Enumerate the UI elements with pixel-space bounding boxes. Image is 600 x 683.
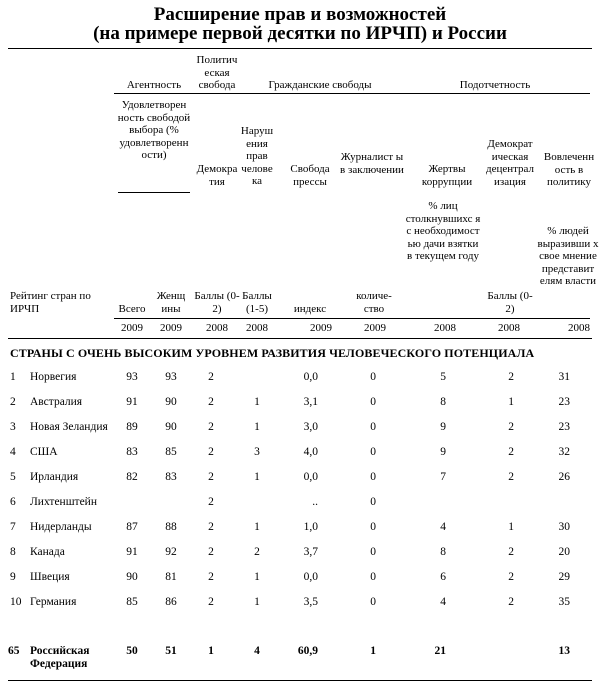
table-row [0, 546, 600, 560]
engagement-cell: 35 [558, 596, 570, 608]
country-cell: Лихтенштейн [30, 496, 97, 508]
democracy-cell: 2 [208, 371, 214, 383]
country-cell-line1: Российская [30, 645, 90, 657]
country-cell-line2: Федерация [30, 658, 88, 670]
year-cell: 2008 [434, 322, 456, 334]
col-index-label: индекс [293, 303, 327, 315]
decentralization-cell: 1 [508, 521, 514, 533]
decentralization-cell: 2 [508, 596, 514, 608]
total-cell: 93 [126, 371, 138, 383]
total-cell: 83 [126, 446, 138, 458]
corruption-cell: 6 [440, 571, 446, 583]
header-bottom-rule [8, 338, 592, 339]
decentralization-cell: 2 [508, 471, 514, 483]
democracy-cell: 2 [208, 496, 214, 508]
engagement-cell: 13 [558, 645, 570, 657]
col-press-freedom: Свобода прессы [290, 163, 330, 188]
total-cell: 91 [126, 396, 138, 408]
col-journalists-jailed: Журналист ы в заключении [340, 151, 404, 176]
group-political-freedom: Политич еская свобода [196, 54, 238, 91]
table-row [0, 396, 600, 410]
col-corruption-victims: Жертвы коррупции [421, 163, 473, 188]
press-cell: .. [312, 496, 318, 508]
col-political-engagement: Вовлеченн ость в политику [543, 151, 595, 188]
press-cell: 3,1 [303, 396, 318, 408]
hr-cell: 1 [254, 421, 260, 433]
women-cell: 90 [165, 396, 177, 408]
country-cell: Норвегия [30, 371, 77, 383]
corruption-cell: 9 [440, 421, 446, 433]
women-cell: 90 [165, 421, 177, 433]
country-cell: Швеция [30, 571, 70, 583]
country-cell: США [30, 446, 58, 458]
democracy-cell: 2 [208, 421, 214, 433]
col-women-label: Женщ ины [156, 290, 186, 315]
engagement-cell: 26 [558, 471, 570, 483]
women-cell: 85 [165, 446, 177, 458]
democracy-cell: 2 [208, 471, 214, 483]
hr-cell: 2 [254, 546, 260, 558]
press-cell: 0,0 [303, 571, 318, 583]
total-cell: 50 [126, 645, 138, 657]
decentralization-cell: 2 [508, 371, 514, 383]
women-cell: 83 [165, 471, 177, 483]
country-cell: Новая Зеландия [30, 421, 108, 433]
journalists-cell: 0 [370, 596, 376, 608]
decentralization-cell: 2 [508, 446, 514, 458]
rank-cell: 65 [8, 645, 20, 657]
corruption-cell: 9 [440, 446, 446, 458]
democracy-cell: 2 [208, 596, 214, 608]
country-cell: Ирландия [30, 471, 79, 483]
decentralization-cell: 2 [508, 421, 514, 433]
section-title: СТРАНЫ С ОЧЕНЬ ВЫСОКИМ УРОВНЕМ РАЗВИТИЯ ЧЕЛОВЕЧЕСКОГО ПОТЕНЦИАЛА [10, 346, 535, 360]
table-row [0, 421, 600, 435]
rank-cell: 1 [10, 371, 16, 383]
press-cell: 3,7 [303, 546, 318, 558]
engagement-cell: 31 [558, 371, 570, 383]
col-engagement-desc: % людей выразивши х свое мнение представит елям власти [537, 225, 599, 287]
rank-cell: 4 [10, 446, 16, 458]
engagement-cell: 23 [558, 421, 570, 433]
hr-cell: 4 [254, 645, 260, 657]
rank-cell: 10 [10, 596, 22, 608]
col-corruption-desc: % лиц столкнувшихс я с необходимост ью дачи взятки в текущем году [405, 200, 481, 262]
table-row-russia [0, 645, 600, 675]
women-cell: 92 [165, 546, 177, 558]
journalists-cell: 0 [370, 471, 376, 483]
col-points-0-2-b-label: Баллы (0-2) [487, 290, 533, 315]
decentralization-cell: 2 [508, 571, 514, 583]
corruption-cell: 4 [440, 521, 446, 533]
press-cell: 60,9 [297, 645, 318, 657]
journalists-cell: 0 [370, 371, 376, 383]
corruption-cell: 7 [440, 471, 446, 483]
year-cell: 2008 [246, 322, 268, 334]
hr-cell: 1 [254, 571, 260, 583]
press-cell: 3,5 [303, 596, 318, 608]
rank-cell: 3 [10, 421, 16, 433]
engagement-cell: 20 [558, 546, 570, 558]
press-cell: 0,0 [303, 371, 318, 383]
table-row [0, 596, 600, 610]
year-cell: 2009 [364, 322, 386, 334]
women-cell: 88 [165, 521, 177, 533]
year-cell: 2009 [310, 322, 332, 334]
col-count-label: количе- ство [356, 290, 392, 315]
democracy-cell: 2 [208, 546, 214, 558]
table-bottom-rule [8, 680, 592, 681]
page-title-line2: (на примере первой десятки по ИРЧП) и России [93, 23, 507, 44]
group-accountability: Подотчетность [459, 79, 531, 91]
year-cell: 2009 [160, 322, 182, 334]
hr-cell: 1 [254, 396, 260, 408]
journalists-cell: 0 [370, 521, 376, 533]
hr-cell: 3 [254, 446, 260, 458]
journalists-cell: 0 [370, 396, 376, 408]
hr-cell: 1 [254, 471, 260, 483]
col-democracy: Демокра тия [196, 163, 238, 188]
rank-cell: 8 [10, 546, 16, 558]
journalists-cell: 0 [370, 571, 376, 583]
corruption-cell: 8 [440, 546, 446, 558]
col-points-1-5-label: Баллы (1-5) [242, 290, 272, 315]
year-cell: 2008 [568, 322, 590, 334]
press-cell: 3,0 [303, 421, 318, 433]
rank-cell: 2 [10, 396, 16, 408]
col-democratic-decentralization: Демократ ическая децентрал изация [485, 138, 535, 188]
rank-cell: 6 [10, 496, 16, 508]
women-cell: 93 [165, 371, 177, 383]
journalists-cell: 0 [370, 496, 376, 508]
table-row [0, 471, 600, 485]
col-total-label: Всего [118, 303, 146, 315]
year-cell: 2009 [121, 322, 143, 334]
total-cell: 89 [126, 421, 138, 433]
table-row [0, 571, 600, 585]
women-cell: 51 [165, 645, 177, 657]
corruption-cell: 4 [440, 596, 446, 608]
country-cell: Германия [30, 596, 77, 608]
year-cell: 2008 [206, 322, 228, 334]
corruption-cell: 5 [440, 371, 446, 383]
hr-cell: 1 [254, 521, 260, 533]
country-cell: Нидерланды [30, 521, 92, 533]
press-cell: 4,0 [303, 446, 318, 458]
table-row [0, 371, 600, 385]
women-cell: 81 [165, 571, 177, 583]
agency-subrule [118, 192, 190, 193]
total-cell: 85 [126, 596, 138, 608]
engagement-cell: 23 [558, 396, 570, 408]
press-cell: 1,0 [303, 521, 318, 533]
democracy-cell: 2 [208, 446, 214, 458]
year-cell: 2008 [498, 322, 520, 334]
group-rule [114, 93, 590, 94]
corruption-cell: 8 [440, 396, 446, 408]
table-row [0, 446, 600, 460]
total-cell: 82 [126, 471, 138, 483]
journalists-cell: 0 [370, 446, 376, 458]
country-cell: Канада [30, 546, 65, 558]
total-cell: 91 [126, 546, 138, 558]
decentralization-cell: 1 [508, 396, 514, 408]
total-cell: 87 [126, 521, 138, 533]
democracy-cell: 1 [208, 645, 214, 657]
engagement-cell: 32 [558, 446, 570, 458]
table-row [0, 521, 600, 535]
engagement-cell: 29 [558, 571, 570, 583]
rank-cell: 9 [10, 571, 16, 583]
press-cell: 0,0 [303, 471, 318, 483]
women-cell: 86 [165, 596, 177, 608]
total-cell: 90 [126, 571, 138, 583]
col-points-0-2-label: Баллы (0-2) [194, 290, 240, 315]
journalists-cell: 0 [370, 546, 376, 558]
hr-cell: 1 [254, 596, 260, 608]
journalists-cell: 1 [370, 645, 376, 657]
sublabel-rule [114, 318, 590, 319]
col-human-rights-violations: Наруш ения прав челове ка [240, 125, 274, 187]
table-top-rule [8, 48, 592, 49]
journalists-cell: 0 [370, 421, 376, 433]
col-rank-label: Рейтинг стран по ИРЧП [10, 290, 91, 315]
page-title-line1: Расширение прав и возможностей [153, 4, 447, 25]
rank-cell: 7 [10, 521, 16, 533]
decentralization-cell: 2 [508, 546, 514, 558]
group-civil-liberties: Гражданские свободы [268, 79, 372, 91]
rank-cell: 5 [10, 471, 16, 483]
group-agency: Агентность [126, 79, 182, 91]
col-choice-satisfaction: Удовлетворен ность свободой выбора (% удовлетворенн ости) [117, 99, 191, 161]
country-cell: Австралия [30, 396, 83, 408]
corruption-cell: 21 [434, 645, 446, 657]
democracy-cell: 2 [208, 396, 214, 408]
democracy-cell: 2 [208, 521, 214, 533]
democracy-cell: 2 [208, 571, 214, 583]
table-row [0, 496, 600, 510]
engagement-cell: 30 [558, 521, 570, 533]
